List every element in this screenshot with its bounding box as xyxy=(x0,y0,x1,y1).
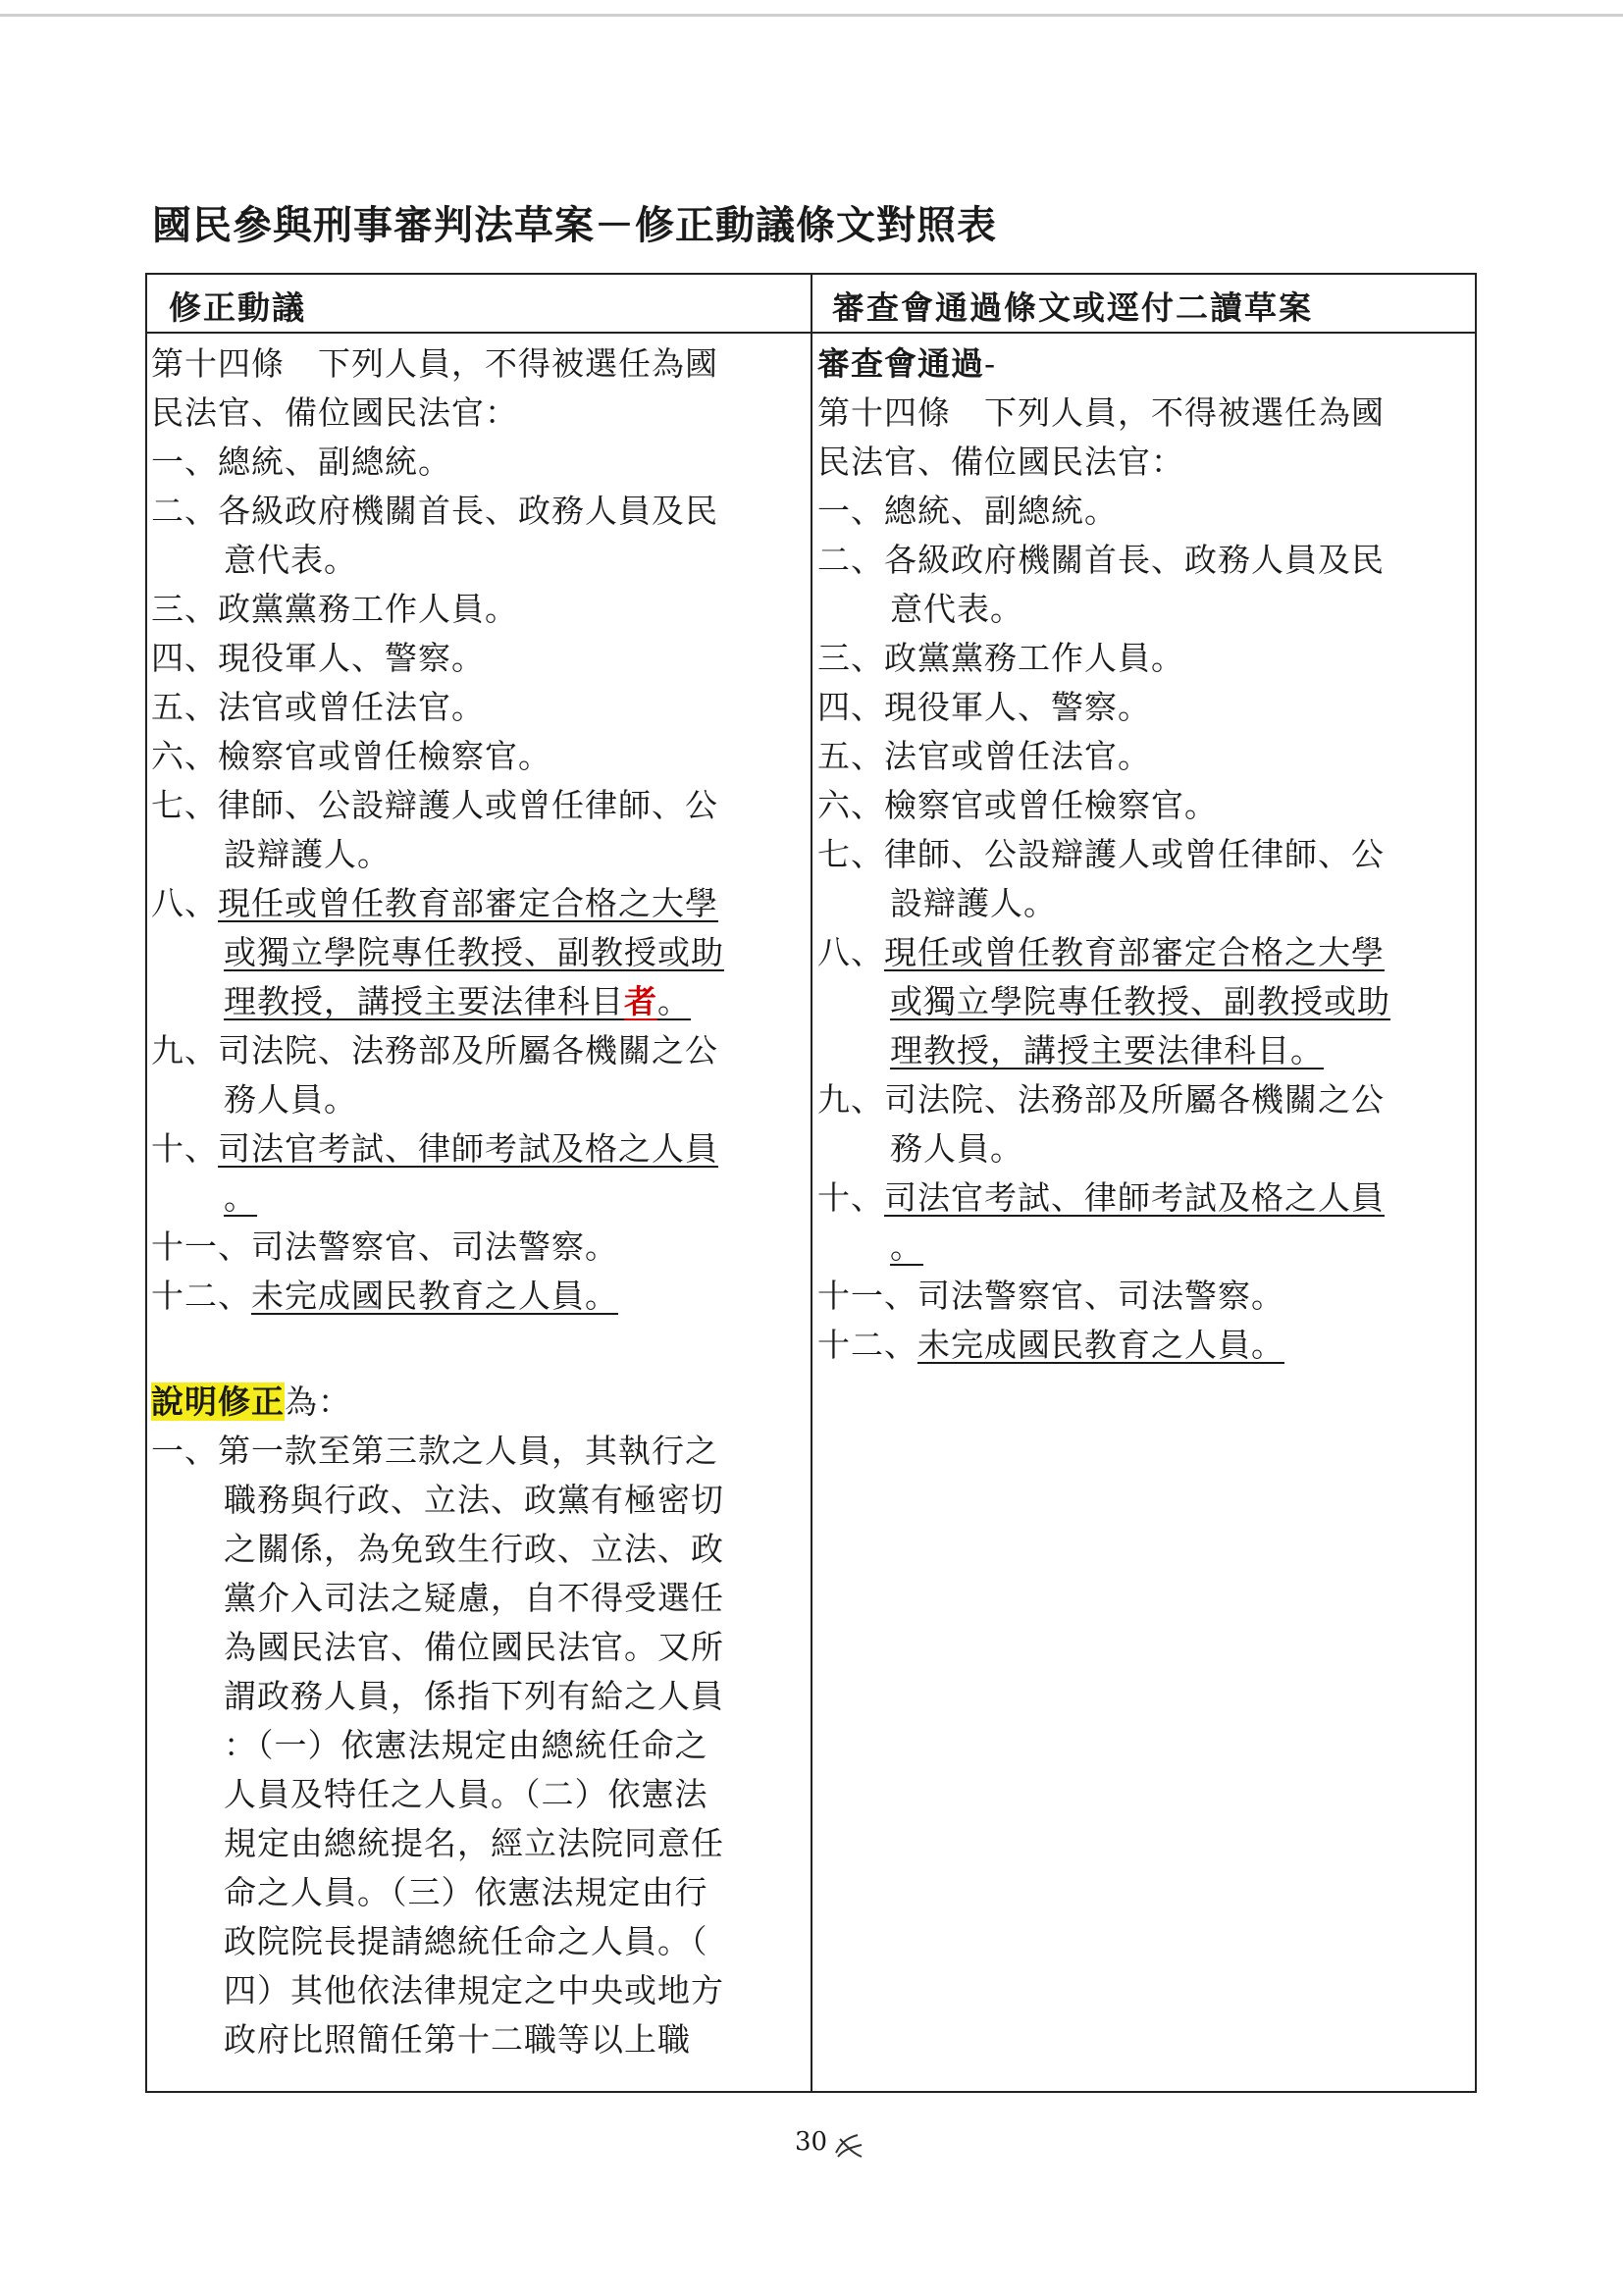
left-item-8-end: 。 xyxy=(657,982,691,1020)
right-item-8-cont xyxy=(817,977,1471,1026)
right-item-9-cont: 務人員。 xyxy=(890,1129,1023,1168)
right-item-5: 五、法官或曾任法官。 xyxy=(817,737,1151,775)
left-item-10-cont xyxy=(151,1174,805,1223)
right-article-line-1: 第十四條 下列人員，不得被選任為國 xyxy=(817,393,1385,432)
left-item-8 xyxy=(151,879,805,928)
left-column-header: 修正動議 xyxy=(169,288,306,327)
explanation-suffix: 為： xyxy=(285,1383,351,1421)
right-item-3: 三、政黨黨務工作人員。 xyxy=(817,639,1184,677)
right-item-12-text: 未完成國民教育之人員。 xyxy=(917,1326,1284,1364)
left-article-line-1: 第十四條 下列人員，不得被選任為國 xyxy=(151,344,718,383)
right-item-12 xyxy=(817,1321,1471,1370)
right-item-10-prefix: 十、 xyxy=(817,1178,884,1217)
left-item-3: 三、政黨黨務工作人員。 xyxy=(151,590,518,628)
right-item-10-text: 司法官考試、律師考試及格之人員 xyxy=(884,1178,1385,1217)
left-item-4: 四、現役軍人、警察。 xyxy=(151,639,485,677)
explanation-line-10: 命之人員。（三）依憲法規定由行 xyxy=(224,1873,708,1911)
page-number: 30 xyxy=(795,2127,828,2157)
left-item-8-cont xyxy=(151,928,805,977)
right-item-8-text-2: 或獨立學院專任教授、副教授或助 xyxy=(890,982,1390,1020)
left-item-12-text: 未完成國民教育之人員。 xyxy=(251,1277,618,1315)
scan-edge-line xyxy=(0,14,1623,17)
explanation-line-11: 政院院長提請總統任命之人員。（ xyxy=(224,1922,708,1960)
left-item-8-prefix: 八、 xyxy=(151,884,218,922)
explanation-heading xyxy=(151,1378,805,1427)
left-item-2-cont: 意代表。 xyxy=(224,541,357,579)
right-item-2: 二、各級政府機關首長、政務人員及民 xyxy=(817,541,1385,579)
left-item-8-added-text: 者 xyxy=(624,982,657,1020)
right-item-10-cont xyxy=(817,1223,1471,1272)
right-article-line-2: 民法官、備位國民法官： xyxy=(817,443,1184,481)
explanation-line-2: 職務與行政、立法、政黨有極密切 xyxy=(224,1481,724,1519)
right-passed-heading xyxy=(817,339,1471,389)
right-item-4: 四、現役軍人、警察。 xyxy=(817,688,1151,726)
right-item-12-prefix: 十二、 xyxy=(817,1326,917,1364)
right-passed-dash: - xyxy=(984,344,997,383)
explanation-line-4: 黨介入司法之疑慮，自不得受選任 xyxy=(224,1579,724,1617)
left-item-9-cont: 務人員。 xyxy=(224,1080,357,1119)
explanation-line-13: 政府比照簡任第十二職等以上職 xyxy=(224,2020,691,2059)
left-item-7-cont: 設辯護人。 xyxy=(224,835,391,873)
left-spacer-small xyxy=(151,1370,805,1378)
right-item-9: 九、司法院、法務部及所屬各機關之公 xyxy=(817,1080,1385,1119)
explanation-line-9: 規定由總統提名，經立法院同意任 xyxy=(224,1824,724,1862)
explanation-line-8: 人員及特任之人員。（二）依憲法 xyxy=(224,1775,708,1813)
right-item-7-cont: 設辯護人。 xyxy=(890,884,1057,922)
left-item-6: 六、檢察官或曾任檢察官。 xyxy=(151,737,551,775)
left-item-10-end: 。 xyxy=(224,1178,257,1217)
header-divider xyxy=(145,332,1477,334)
left-item-5: 五、法官或曾任法官。 xyxy=(151,688,485,726)
explanation-line-12: 四）其他依法律規定之中央或地方 xyxy=(224,1971,724,2009)
right-item-10 xyxy=(817,1174,1471,1223)
explanation-line-1: 一、第一款至第三款之人員，其執行之 xyxy=(151,1432,718,1470)
left-item-7: 七、律師、公設辯護人或曾任律師、公 xyxy=(151,786,718,824)
right-column xyxy=(817,339,1471,1370)
left-item-12 xyxy=(151,1272,805,1321)
right-item-10-end: 。 xyxy=(890,1227,923,1266)
explanation-label: 說明修正 xyxy=(151,1383,285,1421)
left-item-8-cont-2 xyxy=(151,977,805,1026)
left-item-2: 二、各級政府機關首長、政務人員及民 xyxy=(151,492,718,530)
right-item-2-cont: 意代表。 xyxy=(890,590,1023,628)
left-item-8-text: 現任或曾任教育部審定合格之大學 xyxy=(218,884,718,922)
left-item-10 xyxy=(151,1124,805,1174)
left-item-12-prefix: 十二、 xyxy=(151,1277,251,1315)
left-item-1: 一、總統、副總統。 xyxy=(151,443,451,481)
right-item-8-cont-2 xyxy=(817,1026,1471,1075)
explanation-line-3: 之關係，為免致生行政、立法、政 xyxy=(224,1530,724,1568)
left-spacer xyxy=(151,1321,805,1370)
explanation-line-6: 謂政務人員，係指下列有給之人員 xyxy=(224,1677,724,1715)
right-item-8-text-3: 理教授，講授主要法律科目。 xyxy=(890,1031,1324,1070)
right-item-8-prefix: 八、 xyxy=(817,933,884,971)
handwritten-initial-mark xyxy=(832,2131,865,2161)
right-item-6: 六、檢察官或曾任檢察官。 xyxy=(817,786,1218,824)
left-column xyxy=(151,339,805,2064)
column-divider xyxy=(811,273,812,2093)
left-item-8-text-2: 或獨立學院專任教授、副教授或助 xyxy=(224,933,724,971)
right-item-7: 七、律師、公設辯護人或曾任律師、公 xyxy=(817,835,1385,873)
right-item-11: 十一、司法警察官、司法警察。 xyxy=(817,1277,1284,1315)
right-item-8 xyxy=(817,928,1471,977)
explanation-line-7: ：（一）依憲法規定由總統任命之 xyxy=(224,1726,708,1764)
right-item-1: 一、總統、副總統。 xyxy=(817,492,1118,530)
left-item-10-text: 司法官考試、律師考試及格之人員 xyxy=(218,1129,718,1168)
right-column-header: 審查會通過條文或逕付二讀草案 xyxy=(832,288,1313,327)
right-item-8-text: 現任或曾任教育部審定合格之大學 xyxy=(884,933,1385,971)
left-item-9: 九、司法院、法務部及所屬各機關之公 xyxy=(151,1031,718,1070)
right-passed-label: 審查會通過 xyxy=(817,344,984,383)
left-article-line-2: 民法官、備位國民法官： xyxy=(151,393,518,432)
explanation-line-5: 為國民法官、備位國民法官。又所 xyxy=(224,1628,724,1666)
document-title: 國民參與刑事審判法草案－修正動議條文對照表 xyxy=(152,203,997,248)
left-item-10-prefix: 十、 xyxy=(151,1129,218,1168)
left-item-11: 十一、司法警察官、司法警察。 xyxy=(151,1227,618,1266)
left-item-8-text-3: 理教授，講授主要法律科目 xyxy=(224,982,624,1020)
